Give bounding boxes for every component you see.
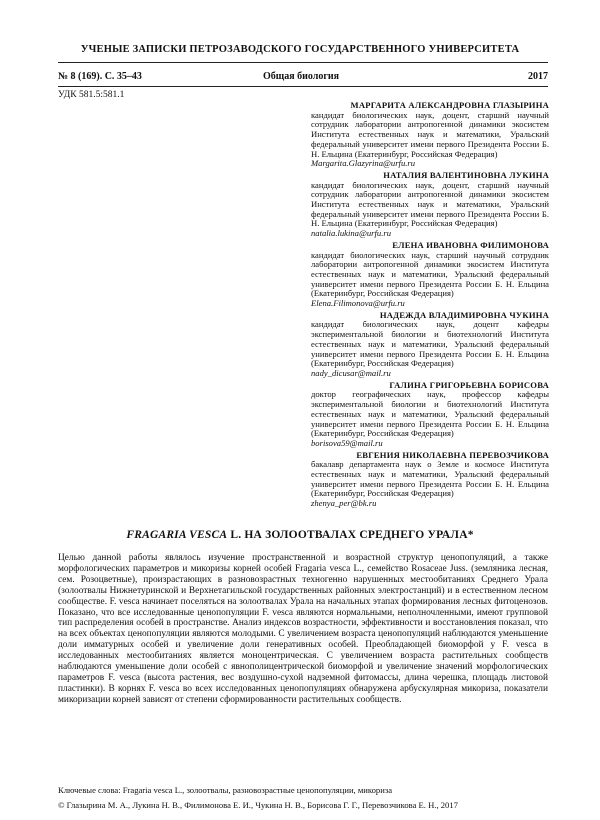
author-block xyxy=(311,241,549,309)
article-title xyxy=(0,529,600,541)
issue-year: 2017 xyxy=(528,71,548,82)
header-rule-top xyxy=(58,62,548,63)
author-name: ГАЛИНА ГРИГОРЬЕВНА БОРИСОВА xyxy=(389,379,549,390)
author-email[interactable]: nady_dicusar@mail.ru xyxy=(311,367,391,378)
author-email[interactable]: Elena.Filimonova@urfu.ru xyxy=(311,298,405,309)
author-affiliation: бакалавр департамента наук о Земле и космосе Института естественных наук и математики, Уральский федеральный университет имени первого Президента России Б. Н. Ельцина (Екатеринбург, Российская Федерация) xyxy=(311,459,549,499)
header-rule-bottom xyxy=(58,86,548,87)
author-name: ЕЛЕНА ИВАНОВНА ФИЛИМОНОВА xyxy=(392,239,549,250)
issue-line xyxy=(58,71,548,85)
author-affiliation: кандидат биологических наук, доцент кафедры экспериментальной биологии и биотехнологий Института естественных наук и математики, Уральский федеральный университет имени первого Президента России Б. Н. Ельцина (Екатеринбург, Российская Федерация) xyxy=(311,319,549,369)
author-block xyxy=(311,311,549,379)
title-rest: L. НА ЗОЛООТВАЛАХ СРЕДНЕГО УРАЛА* xyxy=(227,529,474,541)
author-name: НАДЕЖДА ВЛАДИМИРОВНА ЧУКИНА xyxy=(379,309,549,320)
author-email[interactable]: natalia.lukina@urfu.ru xyxy=(311,228,391,239)
author-email[interactable]: borisova59@mail.ru xyxy=(311,437,383,448)
author-name: НАТАЛИЯ ВАЛЕНТИНОВНА ЛУКИНА xyxy=(383,169,549,180)
section-name: Общая биология xyxy=(263,71,340,82)
abstract: Целью данной работы являлось изучение пространственной и возрастной структур ценопопуляций, а также морфологических параметров и микоризы корней особей Fragaria vesca L., семейство Rosaceae Juss. (земляника лесная, сем. Розоцветные), произрастающих в разновозрастных техногенно нарушенных местообитаниях Среднего Урала (золоотвалы Нижнетуринской и Верхнетагильской государственных районных электростанций) и в естественном лесном сообществе. F. vesca начинает поселяться на золоотвалах Урала на начальных этапах формирования лесных фитоценозов. Показано, что все исследованные ценопопуляции F. vesca являются нормальными, неполночленными, имеют групповой тип распределения особей в пространстве. Анализ индексов возрастности, эффективности и восстановления показал, что на всех объектах ценопопуляции являются молодыми. С увеличением возраста ценопопуляций наблюдаются уменьшение доли имматурных особей и увеличение доли генеративных особей. Преобладающей биоморфой у F. vesca в исследованных местообитаниях является моноцентрическая. С увеличением возраста растительных сообществ наблюдаются уменьшение доли особей с явнополицентрической биоморфой и увеличение значений морфологических параметров F. vesca (высота растения, вес воздушно-сухой надземной фитомассы, длина черешка, площадь листовой пластинки). В корнях F. vesca во всех исследованных ценопопуляциях обнаружена арбускулярная микориза, показатели микоризации корней зависят от степени сформированности растительных сообществ. xyxy=(58,553,548,705)
author-affiliation: доктор географических наук, профессор кафедры экспериментальной биологии и биотехнологий Института естественных наук и математики, Уральский федеральный университет имени первого Президента России Б. Н. Ельцина (Екатеринбург, Российская Федерация) xyxy=(311,389,549,439)
author-block xyxy=(311,171,549,239)
author-list xyxy=(311,101,549,511)
author-email[interactable]: Margarita.Glazyrina@urfu.ru xyxy=(311,158,416,169)
issue-number: № 8 (169). С. 35–43 xyxy=(58,71,142,82)
author-block xyxy=(311,451,549,509)
author-block xyxy=(311,381,549,449)
author-affiliation: кандидат биологических наук, доцент, старший научный сотрудник лаборатории антропогенной динамики экосистем Института естественных наук и математики, Уральский федеральный университет имени первого Президента России Б. Н. Ельцина (Екатеринбург, Российская Федерация) xyxy=(311,179,549,229)
author-email[interactable]: zhenya_per@bk.ru xyxy=(311,498,377,509)
author-name: МАРГАРИТА АЛЕКСАНДРОВНА ГЛАЗЫРИНА xyxy=(350,100,549,110)
title-species: FRAGARIA VESCA xyxy=(126,529,228,541)
author-block xyxy=(311,101,549,169)
author-name: ЕВГЕНИЯ НИКОЛАЕВНА ПЕРЕВОЗЧИКОВА xyxy=(356,449,549,460)
copyright: © Глазырина М. А., Лукина Н. В., Филимонова Е. И., Чукина Н. В., Борисова Г. Г., Перевозчикова Е. Н., 2017 xyxy=(58,800,458,810)
udk-code: УДК 581.5:581.1 xyxy=(58,90,125,100)
author-affiliation: кандидат биологических наук, доцент, старший научный сотрудник лаборатории антропогенной динамики экосистем Института естественных наук и математики, Уральский федеральный университет имени первого Президента России Б. Н. Ельцина (Екатеринбург, Российская Федерация) xyxy=(311,109,549,159)
keywords: Ключевые слова: Fragaria vesca L., золоотвалы, разновозрастные ценопопуляции, микориза xyxy=(58,785,393,795)
journal-title: УЧЕНЫЕ ЗАПИСКИ ПЕТРОЗАВОДСКОГО ГОСУДАРСТВЕННОГО УНИВЕРСИТЕТА xyxy=(80,44,520,55)
author-affiliation: кандидат биологических наук, старший научный сотрудник лаборатории антропогенной динамики экосистем Института естественных наук и математики, Уральский федеральный университет имени первого Президента России Б. Н. Ельцина (Екатеринбург, Российская Федерация) xyxy=(311,249,549,299)
